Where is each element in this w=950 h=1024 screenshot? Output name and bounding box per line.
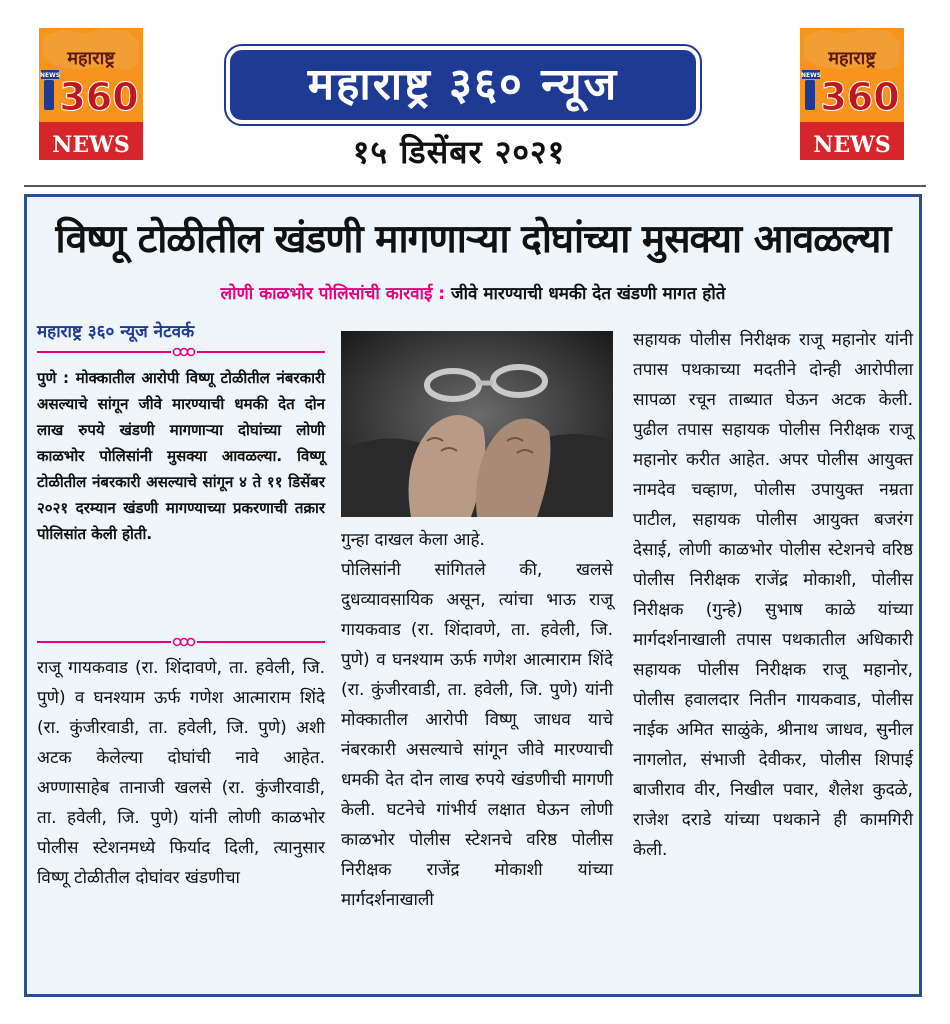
masthead-date: १५ डिसेंबर २०२१ (352, 133, 566, 171)
subheadline (37, 281, 909, 304)
logo-number: 360 (59, 75, 139, 119)
logo-left (33, 22, 149, 167)
logo-top-text: महाराष्ट्र (828, 48, 876, 69)
logo-right (794, 22, 910, 167)
header-divider (24, 185, 926, 187)
handcuffs-photo (341, 331, 613, 517)
microphone-icon (805, 80, 815, 110)
logo-bottom-text: NEWS (52, 132, 130, 158)
article-column-1: राजू गायकवाड (रा. शिंदावणे, ता. हवेली, जि. पुणे) व घनश्याम ऊर्फ गणेश आत्माराम शिंदे (रा. कुंजीरवाडी, ता. हवेली, जि. पुणे) अशी अटक केलेल्या दोघांची नावे आहेत. अण्णासाहेब तानाजी खलसे (रा. कुंजीरवाडी, ता. हवेली, जि. पुणे) यांनी लोणी काळभोर पोलीस स्टेशनमध्ये फिर्याद दिली, त्यानुसार विष्णू टोळीतील दोघांवर खंडणीचा (37, 658, 325, 888)
logo-badge: NEWS (39, 72, 61, 79)
article-column-2: गुन्हा दाखल केला आहे. पोलिसांनी सांगितले की, खलसे दुधव्यावसायिक असून, त्यांचा भाऊ राजू गायकवाड (रा. शिंदावणे, ता. हवेली, जि. पुणे) व घनश्याम ऊर्फ गणेश आत्माराम शिंदे (रा. कुंजीरवाडी, ता. हवेली, जि. पुणे) यांनी मोक्कातील आरोपी विष्णू जाधव याचे नंबरकारी असल्याचे सांगून जीवे मारण्याची धमकी देत दोन लाख रुपये खंडणीची मागणी केली. घटनेचे गांभीर्य लक्षात घेऊन लोणी काळभोर पोलीस स्टेशनचे वरिष्ठ पोलीस निरीक्षक राजेंद्र मोकाशी यांच्या मार्गदर्शनाखाली (341, 530, 613, 910)
masthead-title: महाराष्ट्र ३६० न्यूज (226, 46, 700, 124)
logo-number: 360 (820, 75, 900, 119)
article-column-3: सहायक पोलीस निरीक्षक राजू महानोर यांनी तपास पथकाच्या मदतीने दोन्ही आरोपीला सापळा रचून ताब्यात घेऊन अटक केली. पुढील तपास सहायक पोलीस निरीक्षक राजू महानोर करीत आहेत. अपर पोलीस आयुक्त नामदेव चव्हाण, पोलीस उपायुक्त नम्रता पाटील, सहायक पोलीस आयुक्त बजरंग देसाई, लोणी काळभोर पोलीस स्टेशनचे वरिष्ठ पोलीस निरीक्षक राजेंद्र मोकाशी, पोलीस निरीक्षक (गुन्हे) सुभाष काळे यांच्या मार्गदर्शनाखाली तपास पथकातील अधिकारी सहायक पोलीस निरीक्षक राजू महानोर, पोलीस हवालदार नितीन गायकवाड, पोलीस नाईक अमित साळुंके, श्रीनाथ जाधव, सुनील नागलोत, संभाजी देवीकर, पोलीस शिपाई बाजीराव वीर, निखील पवार, शैलेश कुदळे, राजेश दराडे यांच्या पथकाने ही कामगिरी केली. (633, 330, 913, 860)
ornament-divider (37, 635, 325, 649)
logo-badge: NEWS (800, 72, 822, 79)
logo-top-text: महाराष्ट्र (67, 48, 115, 69)
logo-bottom-text: NEWS (813, 132, 891, 158)
byline: महाराष्ट्र ३६० न्यूज नेटवर्क (37, 322, 195, 342)
article-intro: पुणे : मोक्कातील आरोपी विष्णू टोळीतील नंबरकारी असल्याचे सांगून जीवे मारण्याची धमकी देत दोन लाख रुपये खंडणी मागणाऱ्या दोघांच्या लोणी काळभोर पोलिसांनी मुसक्या आवळल्या. विष्णू टोळीतील नंबरकारी असल्याचे सांगून ४ ते ११ डिसेंबर २०२१ दरम्यान खंडणी मागण्याच्या प्रकरणाची तक्रार पोलिसांत केली होती. (37, 369, 325, 543)
headline: विष्णू टोळीतील खंडणी मागणाऱ्या दोघांच्या मुसक्या आवळल्या (55, 217, 891, 262)
ornament-divider (37, 345, 325, 359)
subheadline-text: जीवे मारण्याची धमकी देत खंडणी मागत होते (445, 284, 726, 304)
subheadline-highlight: लोणी काळभोर पोलिसांची कारवाई : (220, 284, 446, 304)
article-frame (24, 194, 922, 997)
microphone-icon (44, 80, 54, 110)
